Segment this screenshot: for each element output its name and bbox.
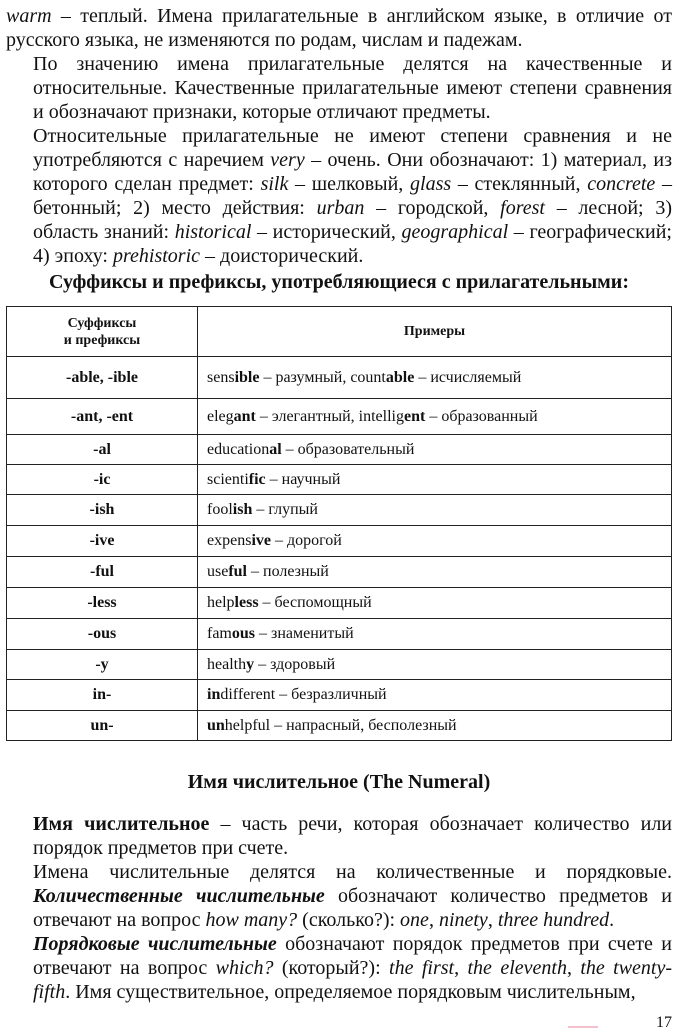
affix-cell: -y [7, 650, 198, 680]
table-row [7, 557, 672, 588]
example-cell [198, 526, 672, 557]
header-affixes [7, 307, 198, 357]
example-text: use [207, 563, 229, 580]
text-span: . [609, 909, 615, 931]
paragraph-numeral-def [6, 812, 672, 860]
word-ninety: ninety [438, 909, 488, 931]
term-numeral: Имя числительное [33, 813, 210, 835]
example-cell [198, 465, 672, 495]
example-text: – дорогой [270, 532, 342, 549]
word-geographical: geographical [401, 221, 509, 243]
table-row [7, 619, 672, 650]
text-span: . Имя существительное, определяемое порядковым числительным, [65, 981, 636, 1003]
text-span: обозначают порядок предметов при счете и отвечают на вопрос [33, 933, 672, 979]
word-silk: silk [260, 173, 289, 195]
example-text: expens [207, 532, 252, 549]
text-span: (который?): [273, 957, 390, 979]
affix-cell: in- [7, 680, 198, 711]
example-text: – элегантный, intellig [255, 407, 404, 425]
example-text: – разумный, count [259, 368, 386, 386]
text-span: (сколько?): [297, 909, 401, 931]
example-text: eleg [207, 407, 234, 425]
example-text: scienti [207, 470, 249, 488]
affix-highlight: ive [251, 532, 271, 549]
affix-highlight: ible [234, 368, 260, 386]
affix-cell: -ous [7, 619, 198, 650]
example-text: – беспомощный [258, 594, 372, 611]
header-affixes-line2: и префиксы [63, 332, 141, 348]
text-span: , [566, 957, 581, 979]
example-cell [198, 357, 672, 399]
word-forest: forest [500, 197, 545, 219]
table-row [7, 399, 672, 435]
affix-highlight: al [269, 440, 282, 458]
text-span: – бетонный; 2) место действия: [33, 173, 673, 219]
affix-cell: -ic [7, 465, 198, 495]
affix-cell: -able, -ible [7, 357, 198, 399]
example-cell [198, 650, 672, 680]
example-text: fool [207, 501, 233, 518]
section-title: Имя числительное (The Numeral) [187, 771, 491, 793]
affix-cell: -less [7, 588, 198, 619]
affix-highlight: ant [233, 407, 256, 425]
term-ordinal: Порядковые числительные [33, 933, 277, 955]
example-text: – научный [265, 470, 341, 488]
example-text: – здоровый [254, 655, 336, 673]
affix-highlight: ish [232, 501, 253, 518]
example-cell [198, 711, 672, 741]
word-prehistoric: prehistoric [112, 245, 201, 267]
word-very: very [270, 149, 305, 171]
text-span: , [487, 909, 498, 931]
example-cell [198, 399, 672, 435]
text-span: , [454, 957, 468, 979]
paragraph-ordinal [6, 932, 672, 1004]
example-text: – знаменитый [255, 625, 354, 642]
example-cell [198, 557, 672, 588]
table-heading: Суффиксы и префиксы, употребляющиеся с прилагательными: [49, 271, 629, 293]
affix-cell: -ant, -ent [7, 399, 198, 435]
affix-highlight: ent [403, 407, 426, 425]
text-span: – доисторический. [200, 245, 364, 267]
phrase-the-twenty-fifth: the twenty-fifth [33, 957, 673, 1003]
example-text: – исчисляемый [414, 368, 522, 386]
table-row [7, 435, 672, 465]
affix-cell: -ive [7, 526, 198, 557]
word-one: one [400, 909, 429, 931]
table-row [7, 495, 672, 526]
example-cell [198, 588, 672, 619]
affix-highlight: in [207, 686, 221, 703]
affix-cell: -al [7, 435, 198, 465]
table-row [7, 465, 672, 495]
paragraph-relative [6, 124, 672, 268]
table-row [7, 650, 672, 680]
paragraph-cardinal [6, 860, 672, 932]
word-historical: historical [174, 221, 252, 243]
text-span: – географический; 4) эпоху: [33, 221, 672, 267]
text-span: – часть речи, которая обозначает количество или порядок предметов при счете. [33, 813, 673, 859]
table-row [7, 711, 672, 741]
example-text: health [207, 655, 247, 673]
phrase-how-many: how many? [205, 909, 298, 931]
header-affixes-line1: Суффиксы [67, 315, 137, 331]
phrase-the-eleventh: the eleventh [467, 957, 567, 979]
affix-cell: -ful [7, 557, 198, 588]
affix-highlight: y [246, 655, 255, 673]
table-row [7, 680, 672, 711]
header-examples: Примеры [198, 307, 672, 357]
text-span: – шелковый, [288, 173, 411, 195]
phrase-the-first: the first [389, 957, 455, 979]
text-span: – стеклянный, [451, 173, 588, 195]
example-cell [198, 619, 672, 650]
paragraph-intro-text: – теплый. Имена прилагательные в английском языке, в отличие от русского языка, не изменяются по родам, числам и падежам. [6, 5, 672, 51]
example-text: sens [207, 368, 235, 386]
page-number: 17 [656, 1014, 672, 1031]
paragraph-intro [6, 4, 672, 52]
example-text: education [207, 440, 270, 458]
text-span: – очень. Они обозначают: 1) материал, из которого сделан предмет: [33, 149, 673, 195]
table-row [7, 526, 672, 557]
text-span: – городской, [364, 197, 501, 219]
affix-highlight: ous [231, 625, 255, 642]
paragraph-qualitative-text: По значению имена прилагательные делятся на качественные и относительные. Качественные прилагательные имеют степени сравнения и обозначают признаки, которые отличают предметы. [33, 53, 672, 123]
table-row [7, 357, 672, 399]
text-span: – исторический, [251, 221, 402, 243]
text-span: Имена числительные делятся на количественные и порядковые. [33, 861, 672, 883]
example-text: help [207, 594, 235, 611]
text-span: , [428, 909, 439, 931]
text-span: Относительные прилагательные не имеют степени сравнения и не употребляются с наречием [33, 125, 672, 171]
example-cell [198, 680, 672, 711]
word-concrete: concrete [587, 173, 656, 195]
example-cell [198, 435, 672, 465]
word-which: which? [215, 957, 274, 979]
example-text: different – безразличный [220, 686, 387, 703]
paragraph-qualitative [6, 52, 672, 124]
word-urban: urban [316, 197, 365, 219]
table-header-row [7, 307, 672, 357]
affix-highlight: able [385, 368, 415, 386]
affix-highlight: less [234, 594, 259, 611]
example-text: – глупый [252, 501, 318, 518]
affix-highlight: un [207, 716, 225, 734]
word-warm: warm [6, 5, 52, 27]
word-glass: glass [410, 173, 452, 195]
affix-cell: -ish [7, 495, 198, 526]
affix-highlight: ful [228, 563, 247, 580]
text-span: – лесной; 3) область знаний: [33, 197, 672, 243]
term-cardinal: Количественные числительные [33, 885, 325, 907]
phrase-three-hundred: three hundred [497, 909, 610, 931]
example-text: fam [207, 625, 232, 642]
example-text: – образовательный [281, 440, 415, 458]
example-cell [198, 495, 672, 526]
text-span: обозначают количество предметов и отвечают на вопрос [33, 885, 672, 931]
affix-table [6, 306, 672, 741]
decorative-mark [568, 1026, 598, 1028]
affix-cell: un- [7, 711, 198, 741]
example-text: helpful – напрасный, бесполезный [224, 716, 457, 734]
example-text: – полезный [247, 563, 329, 580]
example-text: – образованный [425, 407, 538, 425]
affix-highlight: fic [248, 470, 266, 488]
table-row [7, 588, 672, 619]
